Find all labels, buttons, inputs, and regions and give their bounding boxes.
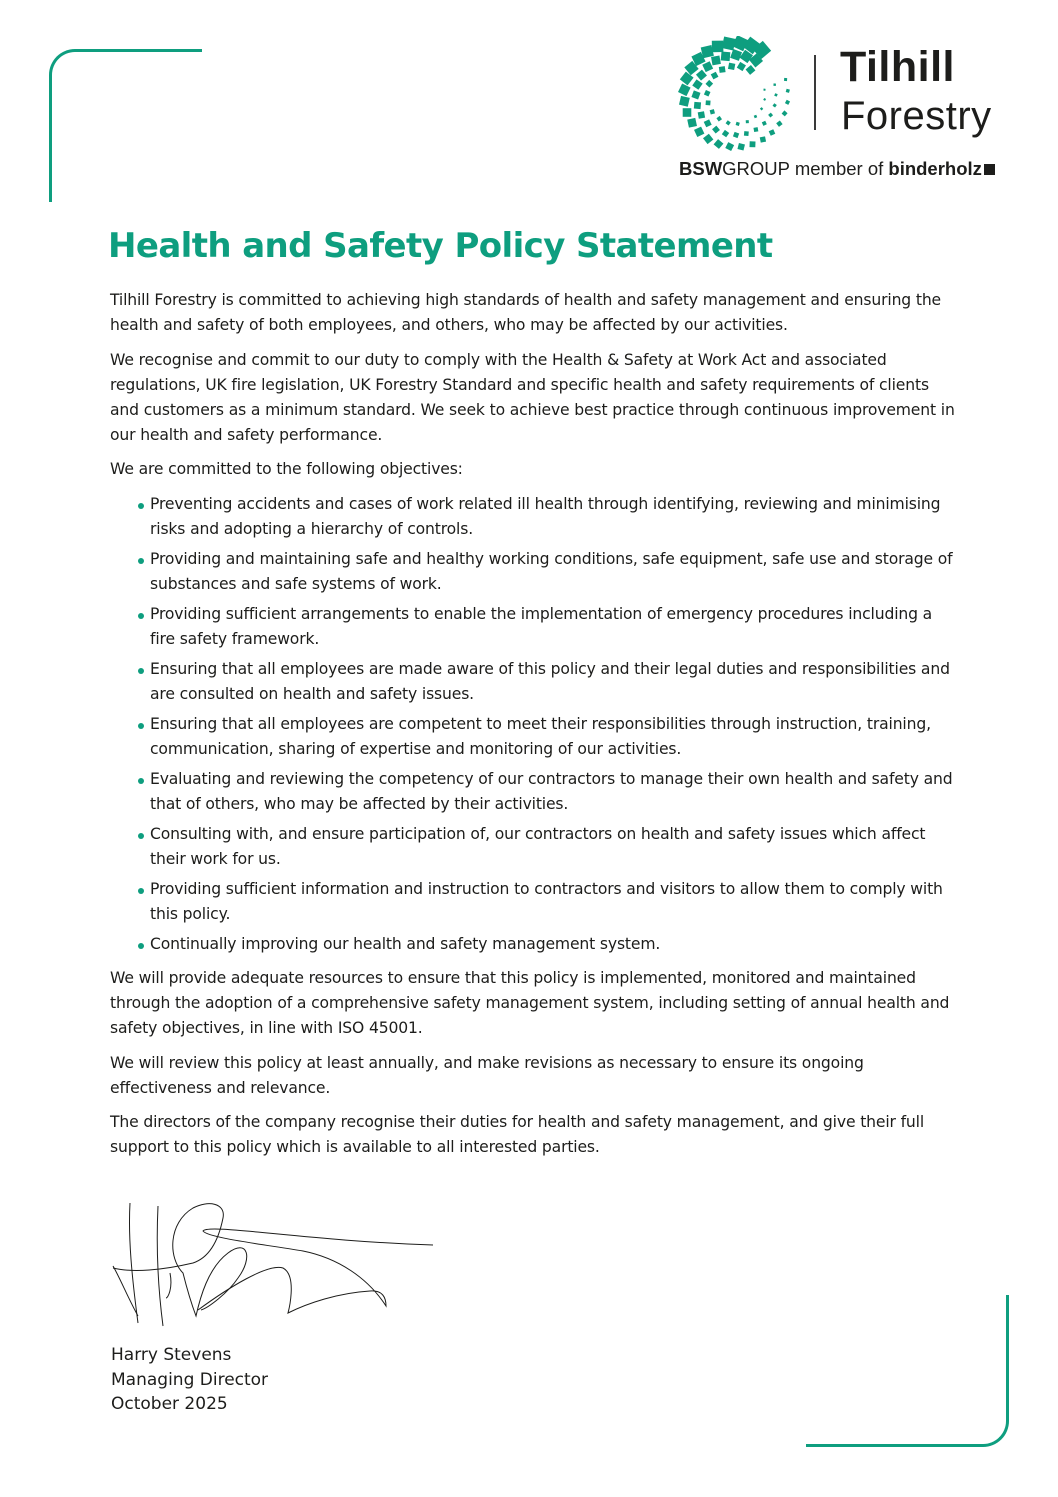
- signatory-block: [111, 1343, 268, 1417]
- objectives-list: [110, 492, 960, 957]
- logo-square: [678, 84, 691, 97]
- logo-square: [714, 139, 724, 149]
- objective-item: [110, 822, 960, 872]
- bullet-icon: [138, 558, 144, 564]
- logo-square: [716, 116, 722, 122]
- objective-text: Ensuring that all employees are competent to meet their responsibilities through instruction, training, communication, sharing of expertise and monitoring of our activities.: [150, 714, 931, 758]
- logo-square: [725, 142, 734, 151]
- logo-square: [683, 108, 692, 117]
- objective-text: Providing and maintaining safe and healthy working conditions, safe equipment, safe use and storage of substances and safe systems of work.: [150, 549, 953, 593]
- decorative-corner-top-left: [49, 49, 202, 202]
- intro-paragraph: Tilhill Forestry is committed to achieving high standards of health and safety management and ensuring the health and safety of both employees, and others, who may be affected by our activities.: [110, 291, 941, 334]
- brand-name-line1: Tilhill: [840, 43, 955, 91]
- objective-item: [110, 547, 960, 597]
- logo-square: [721, 52, 731, 62]
- logo-square: [726, 120, 731, 125]
- objective-text: Continually improving our health and safety management system.: [150, 934, 661, 953]
- logo-square: [760, 107, 763, 110]
- objectives-lead-in: We are committed to the following objectives:: [110, 460, 463, 478]
- objective-text: Consulting with, and ensure participation of, our contractors on health and safety issues which affect their work for us.: [150, 824, 926, 868]
- bullet-icon: [138, 668, 144, 674]
- closing-paragraph: We will provide adequate resources to ensure that this policy is implemented, monitored and maintained through the adoption of a comprehensive safety management system, including setting of annual health and safety objectives, in line with ISO 45001.: [110, 969, 950, 1037]
- logo-square: [769, 129, 776, 136]
- logo-square: [763, 89, 765, 91]
- decorative-corner-bottom-right: [806, 1295, 1009, 1447]
- signatory-name: Harry Stevens: [111, 1345, 232, 1365]
- bullet-icon: [138, 613, 144, 619]
- logo-square: [774, 93, 777, 96]
- brand-name-line2: Forestry: [841, 94, 992, 138]
- logo-square: [694, 127, 704, 137]
- logo-square: [694, 102, 701, 109]
- bullet-icon: [138, 723, 144, 729]
- logo-square: [754, 115, 758, 119]
- logo-square: [768, 113, 773, 118]
- logo-square: [719, 66, 726, 73]
- objective-item: [110, 712, 960, 762]
- logo-square: [698, 111, 705, 118]
- objective-item: [110, 877, 960, 927]
- objective-item: [110, 602, 960, 652]
- objective-text: Providing sufficient arrangements to enable the implementation of emergency procedures including a fire safety framework.: [150, 604, 933, 648]
- logo-square: [706, 100, 711, 105]
- logo-square: [786, 89, 790, 93]
- objective-text: Ensuring that all employees are made aware of this policy and their legal duties and responsibilities and are consulted on health and safety issues.: [150, 659, 950, 703]
- group-membership-line: [679, 160, 995, 179]
- logo-square: [737, 143, 745, 151]
- intro-paragraph: We recognise and commit to our duty to comply with the Health & Safety at Work Act and associated regulations, UK fire legislation, UK Forestry Standard and specific health and safety requirements of clients and customers as a minimum standard. We seek to achieve best practice through continuous improvement in our health and safety performance.: [110, 350, 955, 444]
- bullet-icon: [138, 503, 144, 509]
- objective-item: [110, 767, 960, 817]
- logo-square: [710, 109, 715, 114]
- logo-square: [722, 37, 736, 51]
- logo-square: [702, 61, 713, 72]
- logo-square: [733, 132, 739, 138]
- logo-square: [712, 41, 724, 53]
- parent-square-icon: [984, 164, 995, 175]
- logo-square: [760, 136, 766, 142]
- policy-body: [110, 288, 960, 1170]
- logo-square: [763, 98, 766, 101]
- logo-square: [711, 72, 719, 80]
- logo-square: [773, 83, 776, 86]
- group-name-bold: BSW: [679, 158, 723, 179]
- logo-square: [705, 80, 713, 88]
- logo-square: [744, 131, 749, 136]
- logo-square: [784, 78, 787, 81]
- logo-square: [692, 79, 702, 89]
- bullet-icon: [138, 833, 144, 839]
- logo-square: [776, 120, 782, 126]
- logo-square: [704, 90, 711, 97]
- logo-square: [711, 56, 721, 66]
- page-title: Health and Safety Policy Statement: [108, 226, 773, 266]
- closing-paragraph: We will review this policy at least annually, and make revisions as necessary to ensure its ongoing effectiveness and relevance.: [110, 1053, 864, 1097]
- signatory-role: Managing Director: [111, 1369, 269, 1390]
- circular-squares-logo-icon: [677, 36, 795, 154]
- logo-square: [785, 100, 790, 105]
- logo-square: [691, 90, 700, 99]
- bullet-icon: [138, 778, 144, 784]
- objective-text: Providing sufficient information and instruction to contractors and visitors to allow them to comply with this policy.: [150, 879, 943, 923]
- objective-item: [110, 657, 960, 707]
- member-of-text: member of: [794, 158, 884, 179]
- logo-square: [722, 130, 729, 137]
- logo-square: [782, 110, 788, 116]
- bullet-icon: [138, 943, 144, 949]
- signatory-date: October 2025: [111, 1394, 228, 1414]
- logo-square: [737, 62, 746, 71]
- logo-square: [687, 118, 697, 128]
- parent-company-name: binderholz: [888, 158, 982, 179]
- signature: [108, 1198, 438, 1333]
- closing-paragraph: The directors of the company recognise their duties for health and safety management, and give their full support to this policy which is available to all interested parties.: [110, 1113, 925, 1156]
- logo-square: [679, 96, 690, 107]
- objective-text: Preventing accidents and cases of work related ill health through identifying, reviewing and minimising risks and adopting a hierarchy of controls.: [150, 494, 941, 538]
- logo-square: [728, 63, 735, 70]
- logo-divider: [814, 55, 816, 130]
- logo-square: [704, 119, 712, 127]
- logo-square: [730, 49, 742, 61]
- group-name-regular: GROUP: [722, 158, 790, 179]
- objective-item: [110, 932, 960, 957]
- logo-square: [773, 103, 777, 107]
- objective-item: [110, 492, 960, 542]
- logo-square: [762, 121, 767, 126]
- bullet-icon: [138, 888, 144, 894]
- logo-square: [712, 126, 720, 134]
- logo-square: [736, 122, 740, 126]
- logo-square: [703, 134, 713, 144]
- logo-square: [753, 127, 758, 132]
- logo-square: [750, 141, 756, 147]
- logo-square: [746, 120, 749, 123]
- objective-text: Evaluating and reviewing the competency of our contractors to manage their own health and safety and that of others, who may be affected by their activities.: [150, 769, 953, 813]
- logo-square: [746, 65, 756, 75]
